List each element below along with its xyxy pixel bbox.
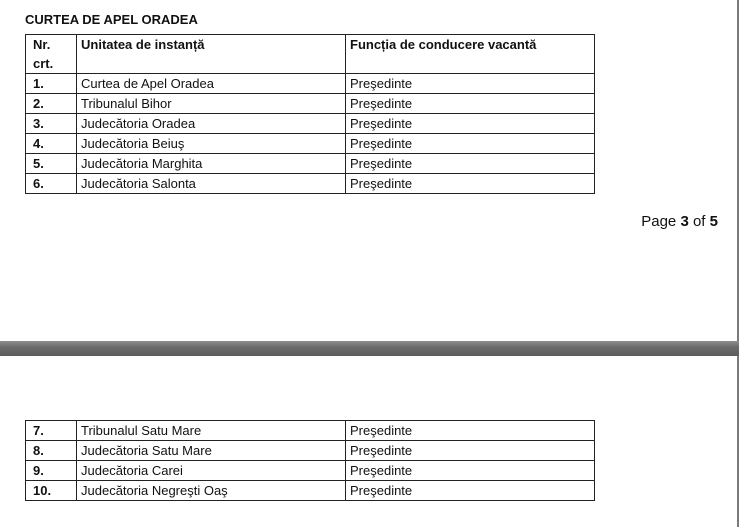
cell-unit: Tribunalul Bihor	[77, 94, 346, 114]
table-row	[26, 74, 595, 94]
page-number-total: 5	[709, 213, 718, 230]
cell-nr: 4.	[26, 134, 77, 154]
header-nr-line2: crt.	[33, 56, 54, 71]
cell-unit: Judecătoria Beiuş	[77, 134, 346, 154]
table-row	[26, 154, 595, 174]
cell-function: Preşedinte	[346, 174, 595, 194]
cell-unit: Judecătoria Oradea	[77, 114, 346, 134]
table-row	[26, 481, 595, 501]
cell-function: Preşedinte	[346, 481, 595, 501]
cell-unit: Tribunalul Satu Mare	[77, 421, 346, 441]
page-separator	[0, 341, 739, 356]
page-number-of: of	[692, 213, 706, 230]
header-nr-line1: Nr.	[33, 37, 51, 52]
cell-nr: 5.	[26, 154, 77, 174]
table-header-row	[26, 35, 595, 74]
cell-nr: 9.	[26, 461, 77, 481]
header-function: Funcția de conducere vacantă	[346, 35, 595, 74]
section-title: CURTEA DE APEL ORADEA	[25, 12, 198, 27]
cell-nr: 7.	[26, 421, 77, 441]
table-row	[26, 134, 595, 154]
page-number-prefix: Page	[641, 213, 677, 230]
cell-unit: Judecătoria Carei	[77, 461, 346, 481]
page-number	[641, 213, 718, 230]
table-row	[26, 461, 595, 481]
cell-function: Preşedinte	[346, 421, 595, 441]
cell-function: Preşedinte	[346, 94, 595, 114]
cell-function: Preşedinte	[346, 441, 595, 461]
vacancies-table-page-3	[25, 34, 595, 194]
cell-nr: 1.	[26, 74, 77, 94]
table-row	[26, 174, 595, 194]
cell-nr: 3.	[26, 114, 77, 134]
cell-unit: Curtea de Apel Oradea	[77, 74, 346, 94]
page-number-current: 3	[680, 213, 689, 230]
table-row	[26, 114, 595, 134]
table-row	[26, 94, 595, 114]
vacancies-table-page-4	[25, 420, 595, 501]
cell-function: Preşedinte	[346, 114, 595, 134]
header-nr	[26, 35, 77, 74]
cell-unit: Judecătoria Negreşti Oaş	[77, 481, 346, 501]
cell-unit: Judecătoria Marghita	[77, 154, 346, 174]
cell-unit: Judecătoria Salonta	[77, 174, 346, 194]
cell-nr: 6.	[26, 174, 77, 194]
table-row	[26, 421, 595, 441]
cell-nr: 2.	[26, 94, 77, 114]
cell-unit: Judecătoria Satu Mare	[77, 441, 346, 461]
cell-function: Preşedinte	[346, 134, 595, 154]
cell-nr: 10.	[26, 481, 77, 501]
cell-nr: 8.	[26, 441, 77, 461]
cell-function: Preşedinte	[346, 74, 595, 94]
cell-function: Preşedinte	[346, 461, 595, 481]
table-row	[26, 441, 595, 461]
cell-function: Preşedinte	[346, 154, 595, 174]
document-page-4	[0, 356, 739, 527]
header-unit: Unitatea de instanță	[77, 35, 346, 74]
